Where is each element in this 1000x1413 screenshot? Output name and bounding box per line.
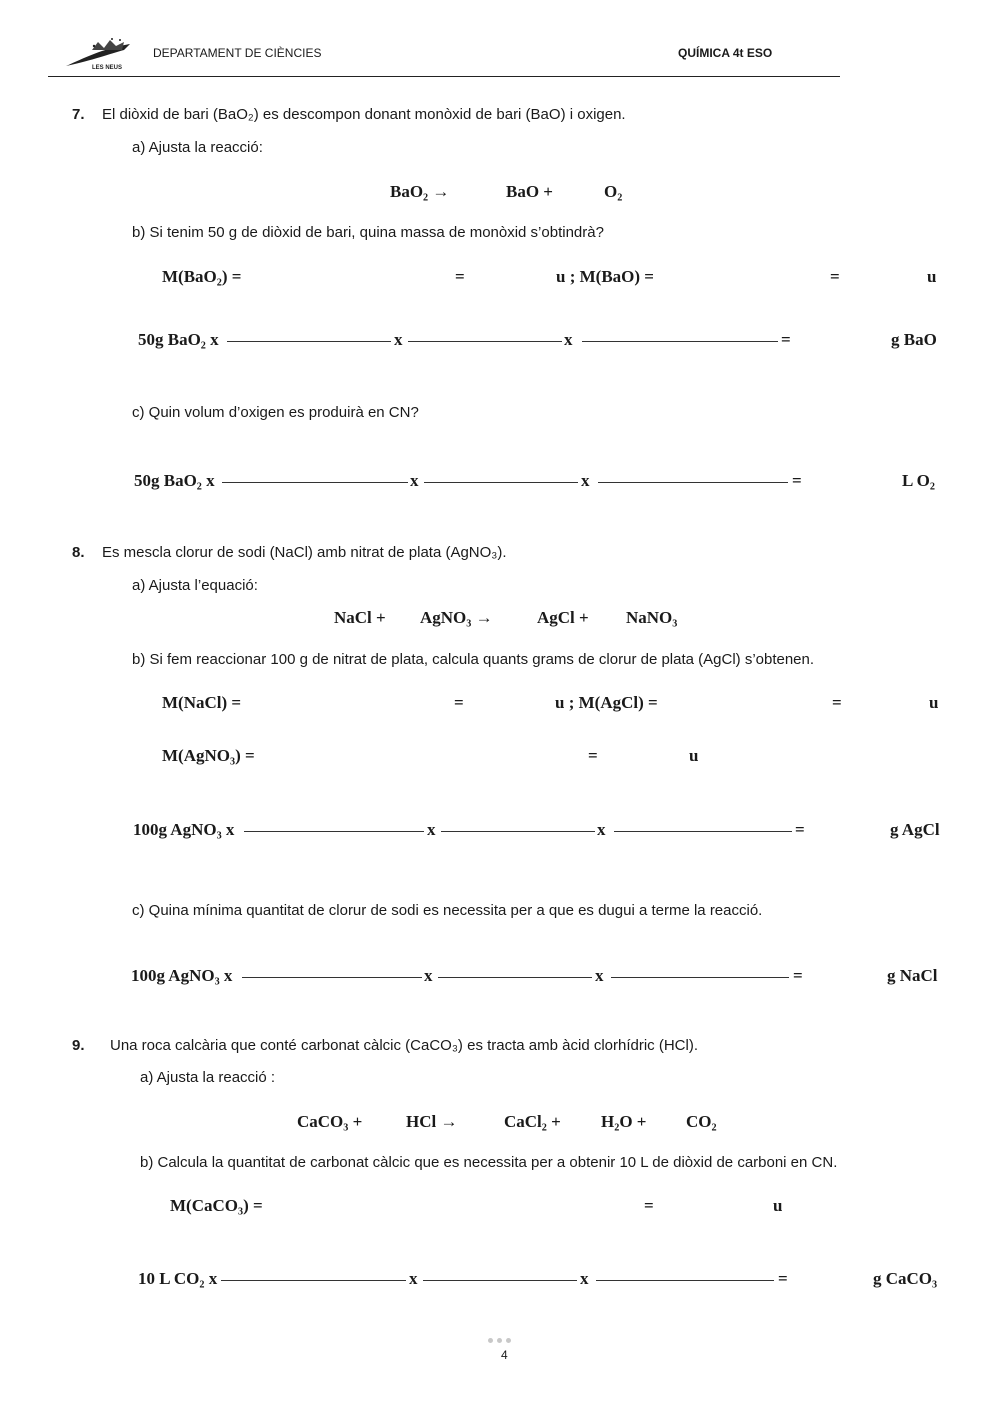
q8b-times-1: x bbox=[427, 820, 436, 839]
q8-part-c: c) Quina mínima quantitat de clorur de sodi es necessita per a que es dugui a terme la reacció. bbox=[132, 902, 763, 919]
q7-molar-mass-bao2: M(BaO₂) = bbox=[162, 267, 242, 286]
q7c-times-2: x bbox=[581, 471, 590, 490]
q7-molar-mass-bao: u ; M(BaO) = bbox=[556, 267, 654, 286]
q8b-fill-1[interactable] bbox=[244, 831, 424, 832]
q8b-times-2: x bbox=[597, 820, 606, 839]
q7-part-a: a) Ajusta la reacció: bbox=[132, 139, 263, 156]
q7c-fill-2[interactable] bbox=[424, 482, 578, 483]
q7-eq-product-2: O₂ bbox=[604, 182, 623, 201]
q7b-times-1: x bbox=[394, 330, 403, 349]
q8b-fill-2[interactable] bbox=[441, 831, 595, 832]
q7c-line-start: 50g BaO₂ x bbox=[134, 471, 215, 490]
q9-part-a: a) Ajusta la reacció : bbox=[140, 1069, 276, 1086]
q8-equals-1: = bbox=[454, 693, 464, 712]
q8-eq-term-2: AgNO₃ → bbox=[420, 608, 493, 627]
q7-part-b: b) Si tenim 50 g de diòxid de bari, quina massa de monòxid s’obtindrà? bbox=[132, 224, 604, 241]
q7c-fill-1[interactable] bbox=[222, 482, 408, 483]
q8-part-a: a) Ajusta l’equació: bbox=[132, 577, 258, 594]
q8-eq-term-3: AgCl + bbox=[537, 608, 589, 627]
q7b-result-unit: g BaO bbox=[891, 330, 937, 349]
q7c-result-unit: L O₂ bbox=[902, 471, 935, 490]
q7-equals-1: = bbox=[455, 267, 465, 286]
q9b-times-2: x bbox=[580, 1269, 589, 1288]
q7b-times-2: x bbox=[564, 330, 573, 349]
page-dots-icon bbox=[488, 1330, 528, 1338]
school-logo bbox=[64, 36, 134, 70]
q7-unit-u: u bbox=[927, 267, 937, 286]
q9b-fill-1[interactable] bbox=[221, 1280, 406, 1281]
q7b-line-start: 50g BaO₂ x bbox=[138, 330, 219, 349]
q8-unit-u-2: u bbox=[689, 746, 699, 765]
q8c-fill-3[interactable] bbox=[611, 977, 789, 978]
q9b-result-unit: g CaCO₃ bbox=[873, 1269, 938, 1288]
q9b-line-start: 10 L CO₂ x bbox=[138, 1269, 218, 1288]
q8-molar-mass-agcl: u ; M(AgCl) = bbox=[555, 693, 658, 712]
q9b-fill-3[interactable] bbox=[596, 1280, 774, 1281]
q8b-equals: = bbox=[795, 820, 805, 839]
q7-part-c: c) Quin volum d’oxigen es produirà en CN? bbox=[132, 404, 419, 421]
q7b-equals: = bbox=[781, 330, 791, 349]
q8c-fill-2[interactable] bbox=[438, 977, 592, 978]
q9b-equals: = bbox=[778, 1269, 788, 1288]
q8b-result-unit: g AgCl bbox=[890, 820, 940, 839]
q9-molar-mass-caco3: M(CaCO₃) = bbox=[170, 1196, 263, 1215]
q9-unit-u: u bbox=[773, 1196, 783, 1215]
q9b-fill-2[interactable] bbox=[423, 1280, 577, 1281]
header-rule bbox=[48, 76, 840, 77]
subject-label: QUÍMICA 4t ESO bbox=[678, 46, 773, 60]
q8c-times-2: x bbox=[595, 966, 604, 985]
q7b-fill-3[interactable] bbox=[582, 341, 778, 342]
q7c-times-1: x bbox=[410, 471, 419, 490]
q7-eq-product-1: BaO + bbox=[506, 182, 553, 201]
q8c-fill-1[interactable] bbox=[242, 977, 422, 978]
q8-equals-2: = bbox=[832, 693, 842, 712]
q9-stem: Una roca calcària que conté carbonat càlcic (CaCO₃) es tracta amb àcid clorhídric (HCl). bbox=[110, 1037, 698, 1054]
q8c-result-unit: g NaCl bbox=[887, 966, 938, 985]
logo-text: LES NEUS bbox=[92, 65, 123, 70]
q9-number: 9. bbox=[72, 1037, 85, 1054]
q7-eq-reactant: BaO₂ → bbox=[390, 182, 450, 201]
q7b-fill-2[interactable] bbox=[408, 341, 562, 342]
q9-eq-term-3: CaCl₂ + bbox=[504, 1112, 561, 1131]
q9-eq-term-2: HCl → bbox=[406, 1112, 458, 1131]
q8b-fill-3[interactable] bbox=[614, 831, 792, 832]
q8c-times-1: x bbox=[424, 966, 433, 985]
q7-stem: El diòxid de bari (BaO₂) es descompon donant monòxid de bari (BaO) i oxigen. bbox=[102, 106, 626, 123]
q7c-equals: = bbox=[792, 471, 802, 490]
q8-equals-3: = bbox=[588, 746, 598, 765]
q9-equals: = bbox=[644, 1196, 654, 1215]
q7-number: 7. bbox=[72, 106, 85, 123]
q9-eq-term-4: H₂O + bbox=[601, 1112, 647, 1131]
q9-part-b: b) Calcula la quantitat de carbonat càlcic que es necessita per a obtenir 10 L de diòxid de carboni en CN. bbox=[140, 1154, 838, 1171]
q8c-equals: = bbox=[793, 966, 803, 985]
q9-eq-term-1: CaCO₃ + bbox=[297, 1112, 363, 1131]
q8-eq-term-4: NaNO₃ bbox=[626, 608, 678, 627]
q8-molar-mass-agno3: M(AgNO₃) = bbox=[162, 746, 255, 765]
q9b-times-1: x bbox=[409, 1269, 418, 1288]
q8-stem: Es mescla clorur de sodi (NaCl) amb nitrat de plata (AgNO₃). bbox=[102, 544, 507, 561]
q8-molar-mass-nacl: M(NaCl) = bbox=[162, 693, 242, 712]
page-number: 4 bbox=[501, 1348, 508, 1362]
q7-equals-2: = bbox=[830, 267, 840, 286]
q8b-line-start: 100g AgNO₃ x bbox=[133, 820, 235, 839]
q8c-line-start: 100g AgNO₃ x bbox=[131, 966, 233, 985]
q7b-fill-1[interactable] bbox=[227, 341, 391, 342]
q8-eq-term-1: NaCl + bbox=[334, 608, 386, 627]
q8-unit-u-1: u bbox=[929, 693, 939, 712]
q8-part-b: b) Si fem reaccionar 100 g de nitrat de plata, calcula quants grams de clorur de plata (AgCl) s’obtenen. bbox=[132, 651, 815, 668]
q7c-fill-3[interactable] bbox=[598, 482, 788, 483]
q8-number: 8. bbox=[72, 544, 85, 561]
q9-eq-term-5: CO₂ bbox=[686, 1112, 717, 1131]
department-label: DEPARTAMENT DE CIÈNCIES bbox=[153, 46, 322, 60]
